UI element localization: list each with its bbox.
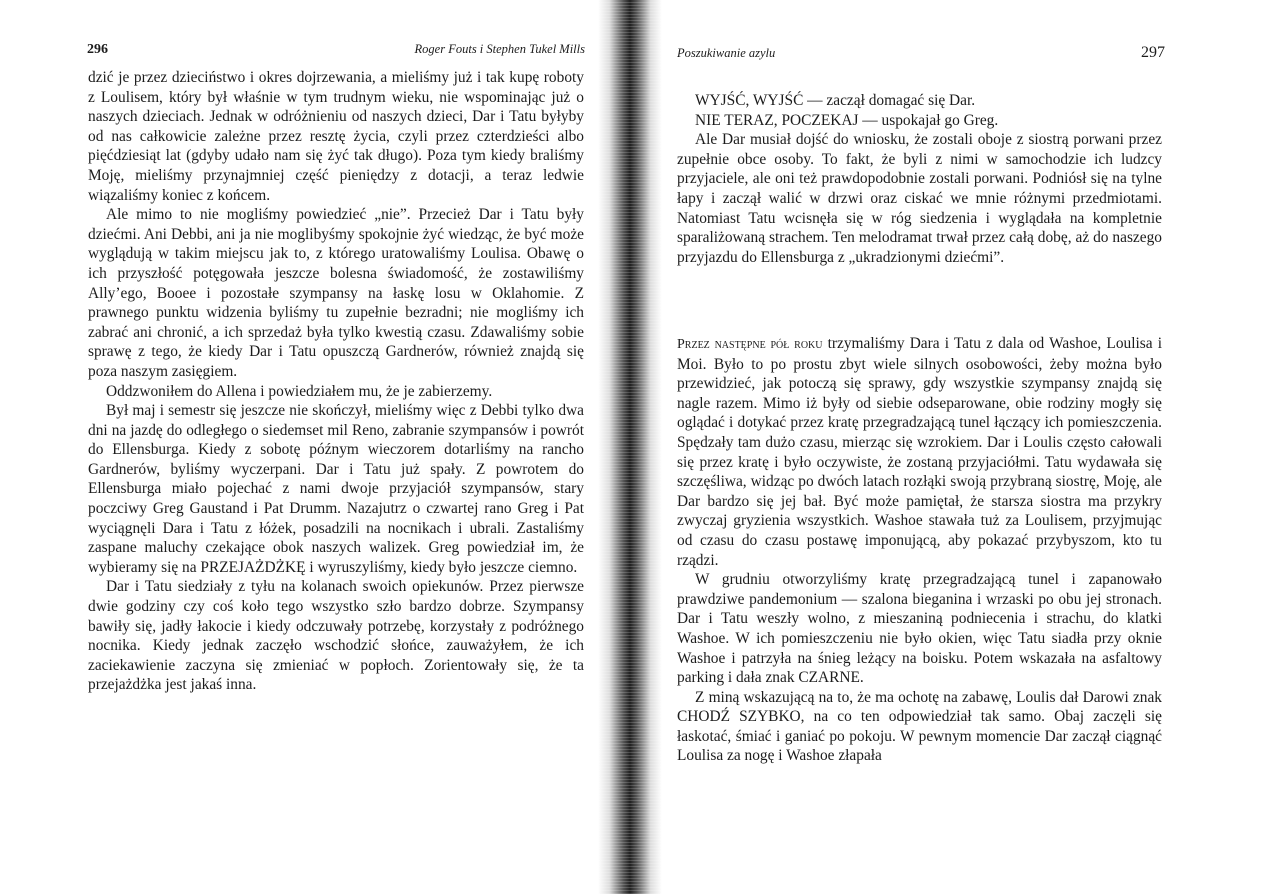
left-paragraph-4: Był maj i semestr się jeszcze nie skończył, mieliśmy więc z Debbi tylko dwa dni na jazdę do odległego o siedemset mil Reno, zabranie szympansów i powrót do Ellensburga. Kiedy z sobotę późnym wieczorem dotarliśmy na rancho Gardnerów, byliśmy wyczerpani. Dar i Tatu już spały. Z powrotem do Ellensburga miało pojechać z nami dwoje przyjaciół szympansów, stary poczciwy Greg Gaustand i Pat Drumm. Nazajutrz o czwartej rano Greg i Pat wyciągnęli Dara i Tatu z łóżek, posadzili na nocnikach i ubrali. Zastaliśmy zaspane maluchy czekające obok naszych walizek. Greg powiedział im, że wybieramy się na PRZEJAŻDŻKĘ i wyruszyliśmy, kiedy było jeszcze ciemno. — [88, 402, 584, 576]
left-paragraph-5: Dar i Tatu siedziały z tyłu na kolanach swoich opiekunów. Przez pierwsze dwie godziny czy coś koło tego wszystko szło bardzo dobrze. Szympansy bawiły się, jadły łakocie i kiedy odczuwały potrzebę, korzystały z podróżnego nocnika. Kiedy jednak zaczęło wschodzić słońce, zauważyłem, że ich zaciekawienie zaczyna się zmieniać w popłoch. Zorientowały się, że ta przejażdżka jest jakaś inna. — [88, 578, 584, 694]
right-section-paragraph-2: W grudniu otworzyliśmy kratę przegradzającą tunel i zapanowało prawdziwe pandemonium — szalona bieganina i wrzaski po obu jej stronach. Dar i Tatu weszły wolno, z mieszaniną podniecenia i strachu, do klatki Washoe. W ich pomieszczeniu nie było okien, więc Tatu siadła przy oknie Washoe i patrzyła na śnieg leżący na boisku. Potem wskazała na asfaltowy parking i dała znak CZARNE. — [677, 571, 1162, 687]
right-section-paragraph-3: Z miną wskazującą na to, że ma ochotę na zabawę, Loulis dał Darowi znak CHODŹ SZYBKO, na co ten odpowiedział tak samo. Obaj zaczęli się łaskotać, śmiać i ganiać po pokoju. W pewnym momencie Dar zaczął ciągnąć Loulisa za nogę i Washoe złapała — [677, 688, 1162, 765]
right-running-head: Poszukiwanie azylu — [677, 46, 776, 60]
left-page-number: 296 — [87, 42, 108, 57]
section-lead-continuation: trzymaliśmy Dara i Tatu z dala od Washoe, Loulisa i Moi. Było to po prostu zbyt wiele silnych osobowości, żeby można było przewidzieć, jak potoczą się sprawy, gdy wszystkie szympansy znajdą się nagle razem. Mimo iż były od siebie odseparowane, obie rodziny mogły się oglądać i dotykać przez kratę przegradzającą tunel łączący ich pomieszczenia. Spędzały tam dużo czasu, mierząc się wzrokiem. Dar i Loulis często całowali się przez kratę i było oczywiste, że zostaną przyjaciółmi. Tatu wydawała się szczęśliwa, widząc po dwóch latach rozłąki swoją przybraną siostrę, Moję, ale Dar bardzo się jej bał. Być może pamiętał, że starsza siostra ma przykry zwyczaj gryzienia wszystkich. Washoe stawała tuż za Loulisem, przyjmując od czasu do czasu postawę imponującą, aby pokazać przybyszom, kto tu rządzi. — [677, 335, 1162, 569]
right-dialogue-2: NIE TERAZ, POCZEKAJ — uspokajał go Greg. — [695, 111, 999, 129]
right-section-paragraph-1 — [677, 334, 1162, 570]
left-running-head: Roger Fouts i Stephen Tukel Mills — [414, 42, 585, 56]
left-paragraph-3: Oddzwoniłem do Allena i powiedziałem mu, że je zabierzemy. — [106, 382, 493, 400]
right-dialogue-1: WYJŚĆ, WYJŚĆ — zaczął domagać się Dar. — [695, 92, 976, 109]
right-body-text-top — [677, 91, 1162, 267]
left-body-text — [88, 68, 584, 695]
left-paragraph-2: Ale mimo to nie mogliśmy powiedzieć „nie”. Przecież Dar i Tatu były dziećmi. Ani Debbi, ani ja nie moglibyśmy spokojnie żyć wiedząc, że być może wyglądują w takim miejscu jak to, z którego uratowaliśmy Loulisa. Obawę o ich przyszłość potęgowała jeszcze bolesna świadomość, że zostawiliśmy Ally’ego, Booee i pozostałe szympansy na łaskę losu w Oklahomie. Z prawnego punktu widzenia byliśmy tu zupełnie bezradni; nie mogliśmy ich zabrać ani chronić, a ich sprzedaż była tylko kwestią czasu. Zdawaliśmy sobie sprawę z tego, że kiedy Dar i Tatu opuszczą Gardnerów, również znajdą się poza naszym zasięgiem. — [88, 206, 584, 380]
left-page — [0, 0, 625, 894]
section-lead-smallcaps: Przez następne pół roku — [677, 337, 823, 352]
right-body-text-bottom — [677, 334, 1162, 766]
right-page-number: 297 — [1141, 44, 1165, 61]
left-paragraph-1: dzić je przez dzieciństwo i okres dojrzewania, a mieliśmy już i tak kupę roboty z Loulisem, który był właśnie w tym trudnym wieku, nie wspominając już o naszych dzieciach. Jednak w odróżnieniu od naszych dzieci, Dar i Tatu byłyby od nas całkowicie zależne przez resztę życia, czyli przez czterdzieści albo pięćdziesiąt lat (gdyby udało nam się żyć tak długo). Poza tym kiedy braliśmy Moję, mieliśmy przynajmniej część pieniędzy z dotacji, a teraz ledwie wiązaliśmy koniec z końcem. — [88, 69, 584, 204]
right-paragraph-1: Ale Dar musiał dojść do wniosku, że zostali oboje z siostrą porwani przez zupełnie obce osoby. To fakt, że byli z nimi w samochodzie ich ludzcy przyjaciele, ale oni też prawdopodobnie zostali porwani. Podniósł się na tylne łapy i zaczął walić w drzwi oraz ciskać we mnie różnymi przedmiotami. Natomiast Tatu wcisnęła się w róg siedzenia i wyglądała na kompletnie sparaliżowaną strachem. Ten melodramat trwał przez całą dobę, aż do naszego przyjazdu do Ellensburga z „ukradzionymi dziećmi”. — [677, 131, 1162, 266]
right-page — [637, 0, 1262, 894]
